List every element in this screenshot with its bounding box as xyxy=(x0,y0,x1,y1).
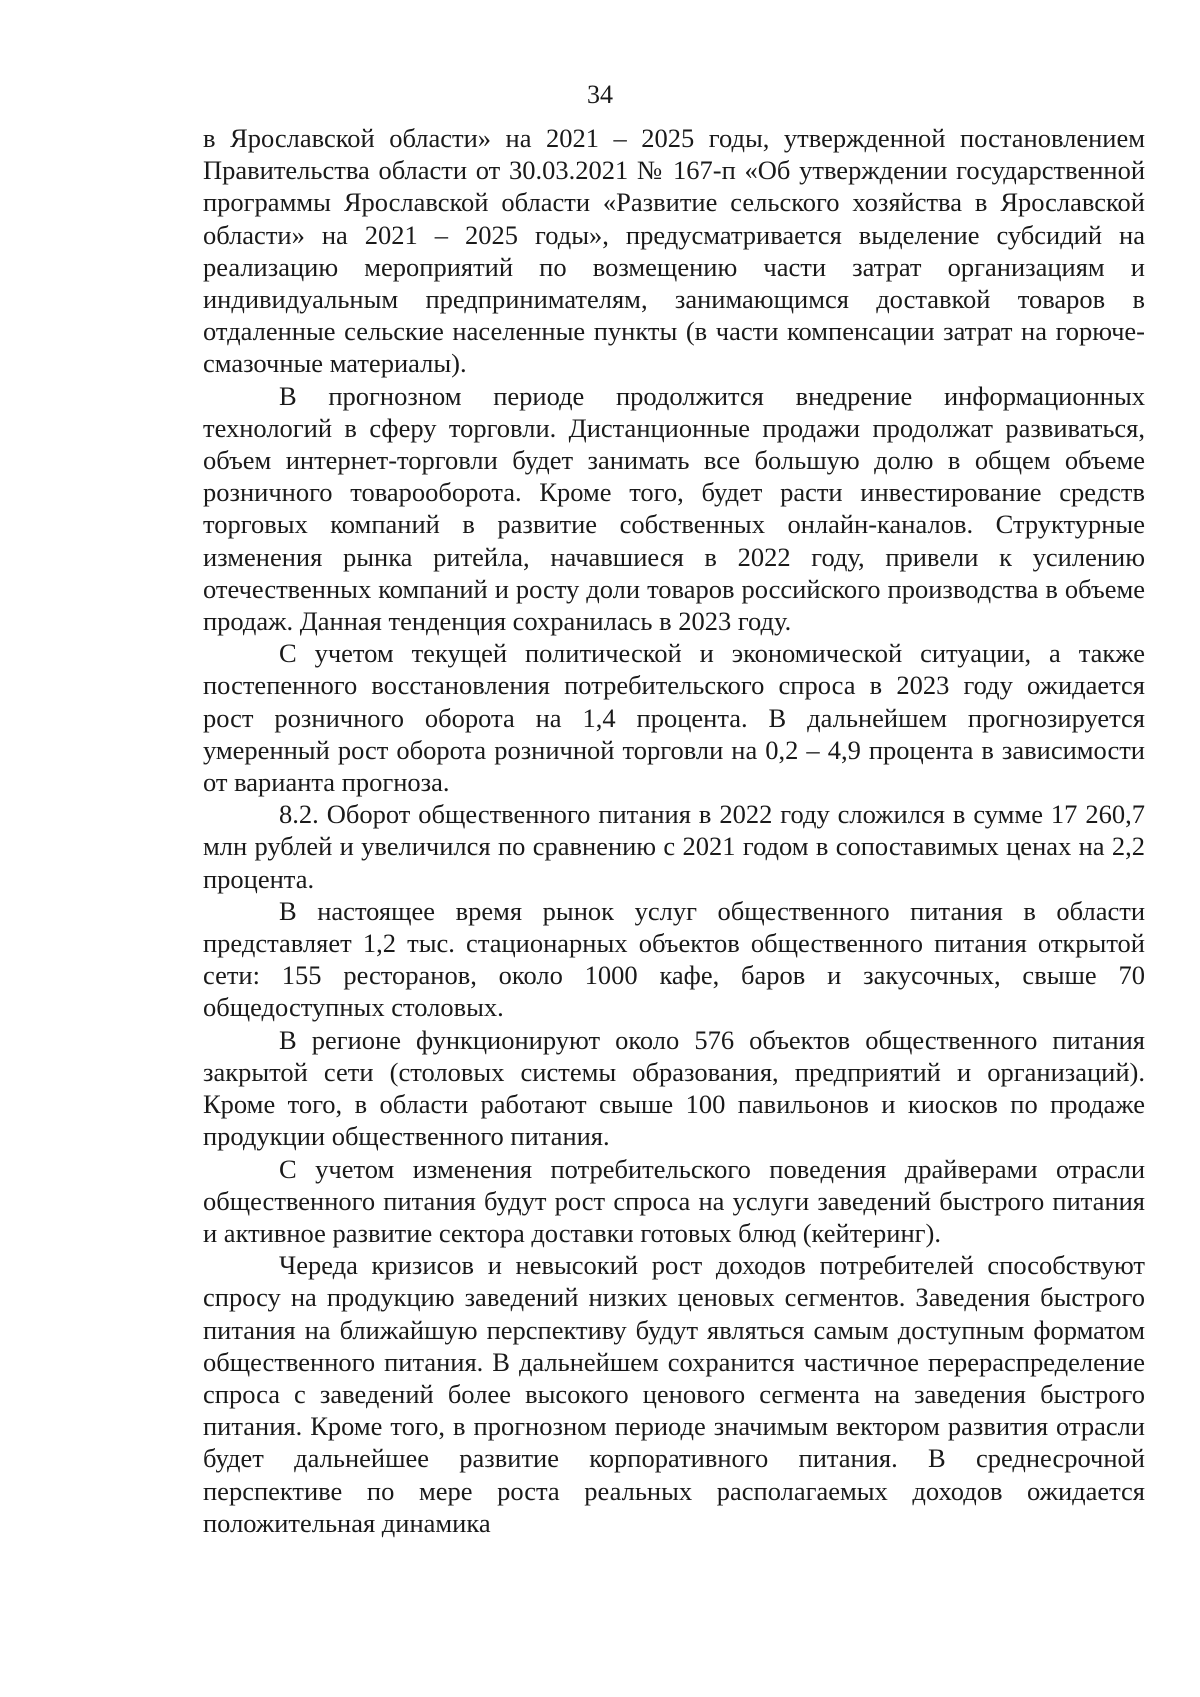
document-body xyxy=(203,122,1145,1539)
paragraph-retail-forecast: С учетом текущей политической и экономической ситуации, а также постепенного восстановления потребительского спроса в 2023 году ожидается рост розничного оборота на 1,4 процента. В дальнейшем прогнозируется умеренный рост оборота розничной торговли на 0,2 – 4,9 процента в зависимости от варианта прогноза. xyxy=(203,638,1145,798)
paragraph-closed-network-catering: В регионе функционируют около 576 объектов общественного питания закрытой сети (столовых системы образования, предприятий и организаций). Кроме того, в области работают свыше 100 павильонов и киосков по продаже продукции общественного питания. xyxy=(203,1024,1145,1152)
paragraph-subsidies-continuation: в Ярославской области» на 2021 – 2025 годы, утвержденной постановлением Правительства области от 30.03.2021 № 167-п «Об утверждении государственной программы Ярославской области «Развитие сельского хозяйства в Ярославской области» на 2021 – 2025 годы», предусматривается выделение субсидий на реализацию мероприятий по возмещению части затрат организациям и индивидуальным предпринимателям, занимающимся доставкой товаров в отдаленные сельские населенные пункты (в части компенсации затрат на горюче-смазочные материалы). xyxy=(203,123,1145,379)
paragraph-catering-drivers: С учетом изменения потребительского поведения драйверами отрасли общественного питания будут рост спроса на услуги заведений быстрого питания и активное развитие сектора доставки готовых блюд (кейтеринг). xyxy=(203,1153,1145,1248)
page-number: 34 xyxy=(587,80,613,109)
paragraph-open-network-catering: В настоящее время рынок услуг общественного питания в области представляет 1,2 тыс. стационарных объектов общественного питания открытой сети: 155 ресторанов, около 1000 кафе, баров и закусочных, свыше 70 общедоступных столовых. xyxy=(203,895,1145,1023)
paragraph-fast-food-outlook: Череда кризисов и невысокий рост доходов потребителей способствуют спросу на продукцию заведений низких ценовых сегментов. Заведения быстрого питания на ближайшую перспективу будут являться самым доступным форматом общественного питания. В дальнейшем сохранится частичное перераспределение спроса с заведений более высокого ценового сегмента на заведения быстрого питания. Кроме того, в прогнозном периоде значимым вектором развития отрасли будет дальнейшее развитие корпоративного питания. В среднесрочной перспективе по мере роста реальных располагаемых доходов ожидается положительная динамика xyxy=(203,1250,1145,1538)
paragraph-catering-turnover: 8.2. Оборот общественного питания в 2022 году сложился в сумме 17 260,7 млн рублей и увеличился по сравнению с 2021 годом в сопоставимых ценах на 2,2 процента. xyxy=(203,799,1145,894)
paragraph-it-in-trade: В прогнозном периоде продолжится внедрение информационных технологий в сферу торговли. Дистанционные продажи продолжат развиваться, объем интернет-торговли будет занимать все большую долю в общем объеме розничного товарооборота. Кроме того, будет расти инвестирование средств торговых компаний в развитие собственных онлайн-каналов. Структурные изменения рынка ритейла, начавшиеся в 2022 году, привели к усилению отечественных компаний и росту доли товаров российского производства в объеме продаж. Данная тенденция сохранилась в 2023 году. xyxy=(203,380,1145,637)
